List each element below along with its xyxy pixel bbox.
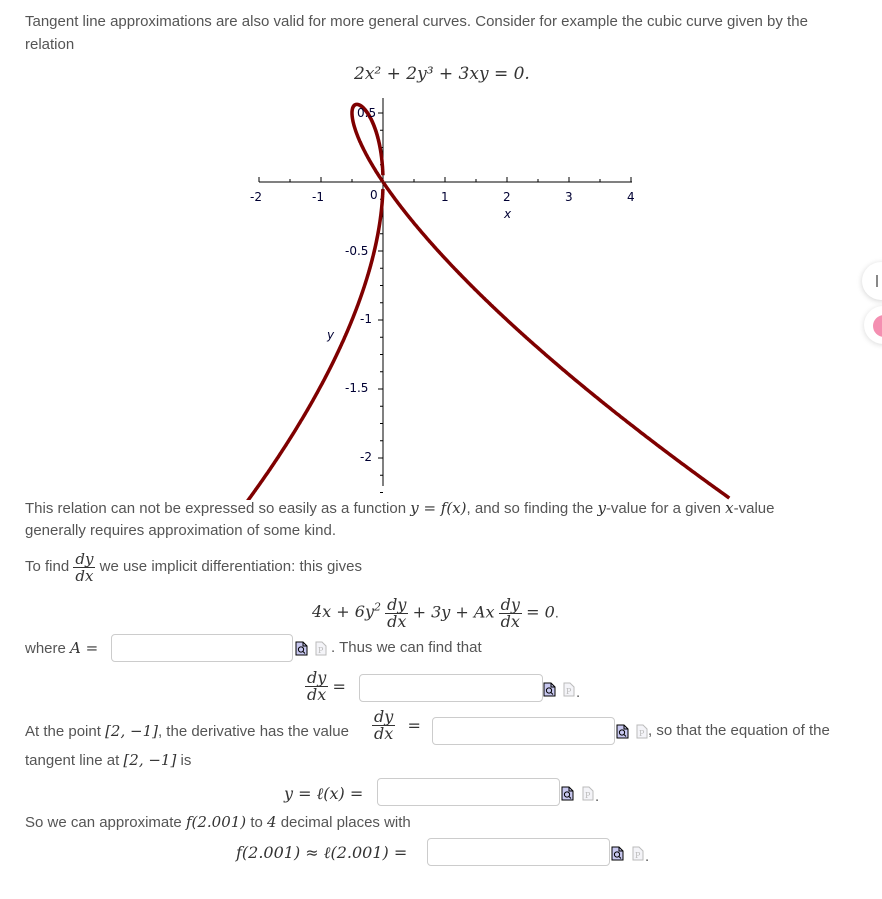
text: This relation can not be expressed so easily as a function <box>25 500 411 517</box>
approx-value-input[interactable] <box>427 838 610 866</box>
at-point-text: At the point [2, −1], the derivative has the value <box>25 722 349 740</box>
syntax-help-icon[interactable] <box>563 682 575 697</box>
y-tick-label: -1 <box>360 312 372 326</box>
derivative-at-point-input[interactable] <box>432 717 615 745</box>
y-tick-label: 0.5 <box>357 106 377 120</box>
help-icon <box>873 315 882 337</box>
approx-label: f(2.001) ≈ ℓ(2.001) = <box>236 843 408 862</box>
preview-answer-icon[interactable] <box>616 724 629 739</box>
dydx-equals-label: $\frac{dy}{dx}$ = <box>307 668 346 704</box>
y-tick-label: -0.5 <box>345 244 369 258</box>
x-tick-label: 0 <box>370 188 378 202</box>
approximate-text: So we can approximate f(2.001) to 4 decimal places with <box>25 813 411 831</box>
x-tick-label: 4 <box>627 190 635 204</box>
preview-answer-icon[interactable] <box>543 682 556 697</box>
dydx-answer-input[interactable] <box>359 674 543 702</box>
text: -value for a given <box>605 500 726 517</box>
period: . <box>595 788 600 805</box>
text: , and so finding the <box>466 500 598 517</box>
syntax-help-icon[interactable] <box>636 724 648 739</box>
period: . <box>645 848 650 865</box>
text: -value <box>733 500 775 517</box>
svg-text:P: P <box>318 646 324 655</box>
x-axis-label: x <box>504 207 512 221</box>
a-answer-input[interactable] <box>111 634 293 662</box>
preview-answer-icon[interactable] <box>611 846 624 861</box>
math-inline: x <box>725 499 734 517</box>
x-tick-label: -2 <box>250 190 262 204</box>
period: . <box>576 684 581 701</box>
svg-text:P: P <box>639 729 645 738</box>
implicit-derivative-equation: $4x + 6y^2$ $\frac{dy}{dx}$ + 3y + Ax $\frac{dy}{dx}$ = 0. <box>312 594 559 631</box>
to-find-line <box>25 545 362 589</box>
svg-text:P: P <box>566 687 572 696</box>
x-axis <box>259 177 632 182</box>
menu-icon <box>876 275 881 287</box>
thus-text: . Thus we can find that <box>331 639 482 656</box>
intro-line-1: Tangent line approximations are also valid for more general curves. Consider for example the cubic curve given by the <box>25 13 808 30</box>
derivative-equals-label: $\frac{dy}{dx}$ = <box>374 707 421 743</box>
paragraph-function <box>25 497 775 520</box>
paragraph-approx: generally requires approximation of some kind. <box>25 522 336 539</box>
svg-text:P: P <box>635 851 641 860</box>
y-tick-label: -2 <box>360 450 372 464</box>
dy-dx-fraction: $\frac{dy}{dx}$ <box>75 549 94 585</box>
y-axis-label: y <box>327 328 335 342</box>
x-tick-label: 2 <box>503 190 511 204</box>
syntax-help-icon[interactable] <box>315 641 327 656</box>
math-inline: y <box>597 499 606 517</box>
preview-answer-icon[interactable] <box>295 641 308 656</box>
x-tick-label: 3 <box>565 190 573 204</box>
preview-answer-icon[interactable] <box>561 786 574 801</box>
tangent-line-label: y = ℓ(x) = <box>284 784 364 803</box>
relation-equation: 2x² + 2y³ + 3xy = 0. <box>354 64 530 84</box>
text: we use implicit differentiation: this gives <box>99 558 362 575</box>
syntax-help-icon[interactable] <box>632 846 644 861</box>
svg-text:P: P <box>585 791 591 800</box>
tangent-line-text: tangent line at [2, −1] is <box>25 751 192 769</box>
syntax-help-icon[interactable] <box>582 786 594 801</box>
so-that-text: , so that the equation of the <box>648 722 830 739</box>
text: To find <box>25 558 70 575</box>
math-inline: y = f(x) <box>410 499 467 517</box>
x-tick-label: 1 <box>441 190 449 204</box>
where-a-label: where A = <box>25 639 99 657</box>
x-tick-label: -1 <box>312 190 324 204</box>
intro-line-2: relation <box>25 36 75 53</box>
tangent-line-input[interactable] <box>377 778 560 806</box>
cubic-curve <box>239 104 730 500</box>
y-tick-label: -1.5 <box>345 381 369 395</box>
